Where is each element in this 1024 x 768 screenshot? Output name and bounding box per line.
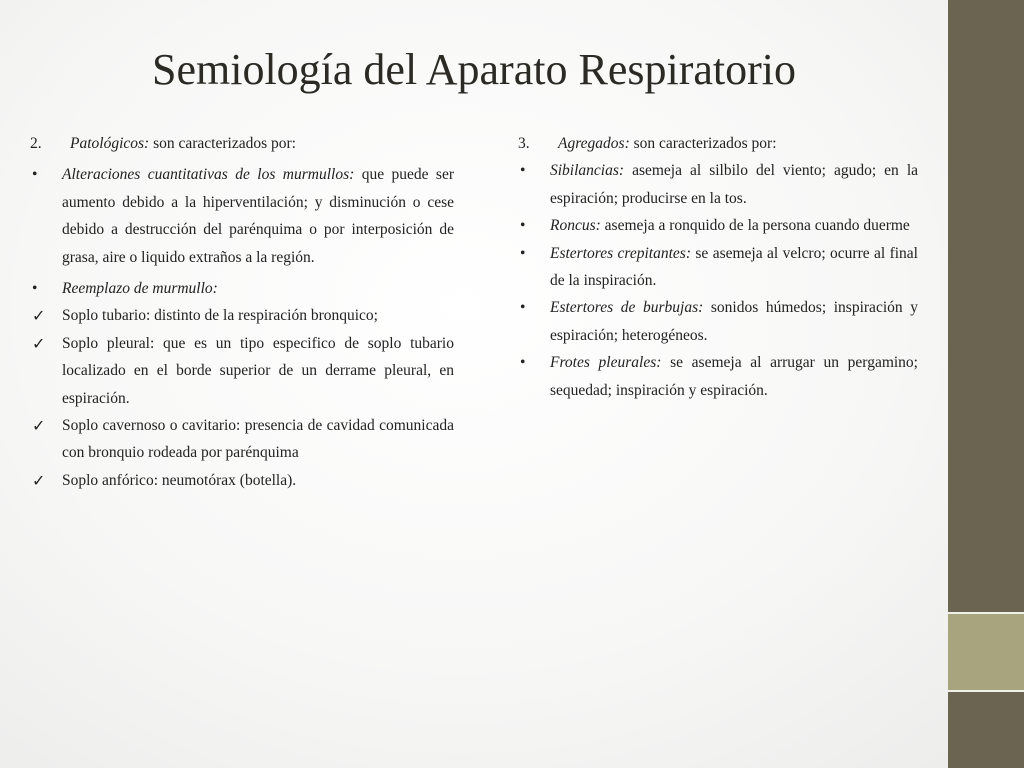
bullet-marker: • xyxy=(32,166,38,184)
heading-text: son caracterizados por: xyxy=(629,135,777,152)
list-item xyxy=(30,161,454,271)
item-text: sonidos húmedos; inspiración y espiración; heterogéneos. xyxy=(550,299,918,344)
check-icon: ✓ xyxy=(32,306,46,326)
item-text: asemeja al silbilo del viento; agudo; en la espiración; producirse en la tos. xyxy=(550,162,918,207)
right-heading xyxy=(518,130,918,157)
list-item xyxy=(30,302,454,329)
item-term: Estertores de burbujas: xyxy=(550,299,704,317)
sidebar-separator xyxy=(948,690,1024,692)
item-text: asemeja a ronquido de la persona cuando duerme xyxy=(600,217,910,235)
left-column xyxy=(30,130,454,494)
bullet-marker: • xyxy=(32,280,38,298)
check-icon: ✓ xyxy=(32,416,46,436)
item-text: Soplo anfórico: neumotórax (botella). xyxy=(62,471,297,489)
item-term: Sibilancias: xyxy=(550,162,625,180)
item-text: Soplo tubario: distinto de la respiración bronquico; xyxy=(62,307,378,325)
list-item xyxy=(30,412,454,467)
bullet-marker: • xyxy=(520,354,526,372)
sidebar-decoration xyxy=(948,0,1024,768)
item-text: Soplo cavernoso o cavitario: presencia de cavidad comunicada con bronquio rodeada por parénquima xyxy=(62,417,454,462)
heading-term: Agregados: xyxy=(558,135,630,152)
list-item xyxy=(518,294,918,349)
heading-number: 2. xyxy=(30,135,42,152)
item-term: Reemplazo de murmullo: xyxy=(62,280,218,298)
list-item xyxy=(30,467,454,494)
bullet-marker: • xyxy=(520,299,526,317)
check-icon: ✓ xyxy=(32,333,46,353)
list-item xyxy=(518,349,918,404)
item-text: se asemeja al velcro; ocurre al final de la inspiración. xyxy=(550,244,918,290)
item-term: Frotes pleurales: xyxy=(550,354,662,372)
item-term: Alteraciones cuantitativas de los murmullos: xyxy=(62,166,355,184)
heading-number: 3. xyxy=(518,135,530,152)
slide-title: Semiología del Aparato Respiratorio xyxy=(152,45,796,94)
sidebar-accent-band xyxy=(948,614,1024,690)
item-text: se asemeja al arrugar un pergamino; sequedad; inspiración y espiración. xyxy=(550,354,918,399)
check-icon: ✓ xyxy=(32,470,46,490)
item-text: Soplo pleural: que es un tipo especifico de soplo tubario localizado en el borde superior de un derrame pleural, en espiración. xyxy=(62,334,454,407)
right-column xyxy=(518,130,918,404)
bullet-marker: • xyxy=(520,217,526,235)
heading-term: Patológicos: xyxy=(70,135,150,152)
list-item xyxy=(30,330,454,412)
bullet-marker: • xyxy=(520,244,526,262)
heading-text: son caracterizados por: xyxy=(149,135,296,152)
left-heading xyxy=(30,130,454,157)
list-item xyxy=(30,275,454,302)
item-term: Estertores crepitantes: xyxy=(550,244,691,262)
list-item xyxy=(518,212,918,239)
list-item xyxy=(518,157,918,212)
item-text: que puede ser aumento debido a la hiperventilación; y disminución o cese debido a destrucción del parénquima o por interposición de grasa, aire o liquido extraños a la región. xyxy=(62,166,454,266)
list-item xyxy=(518,240,918,295)
item-term: Roncus: xyxy=(550,217,601,235)
bullet-marker: • xyxy=(520,162,526,180)
